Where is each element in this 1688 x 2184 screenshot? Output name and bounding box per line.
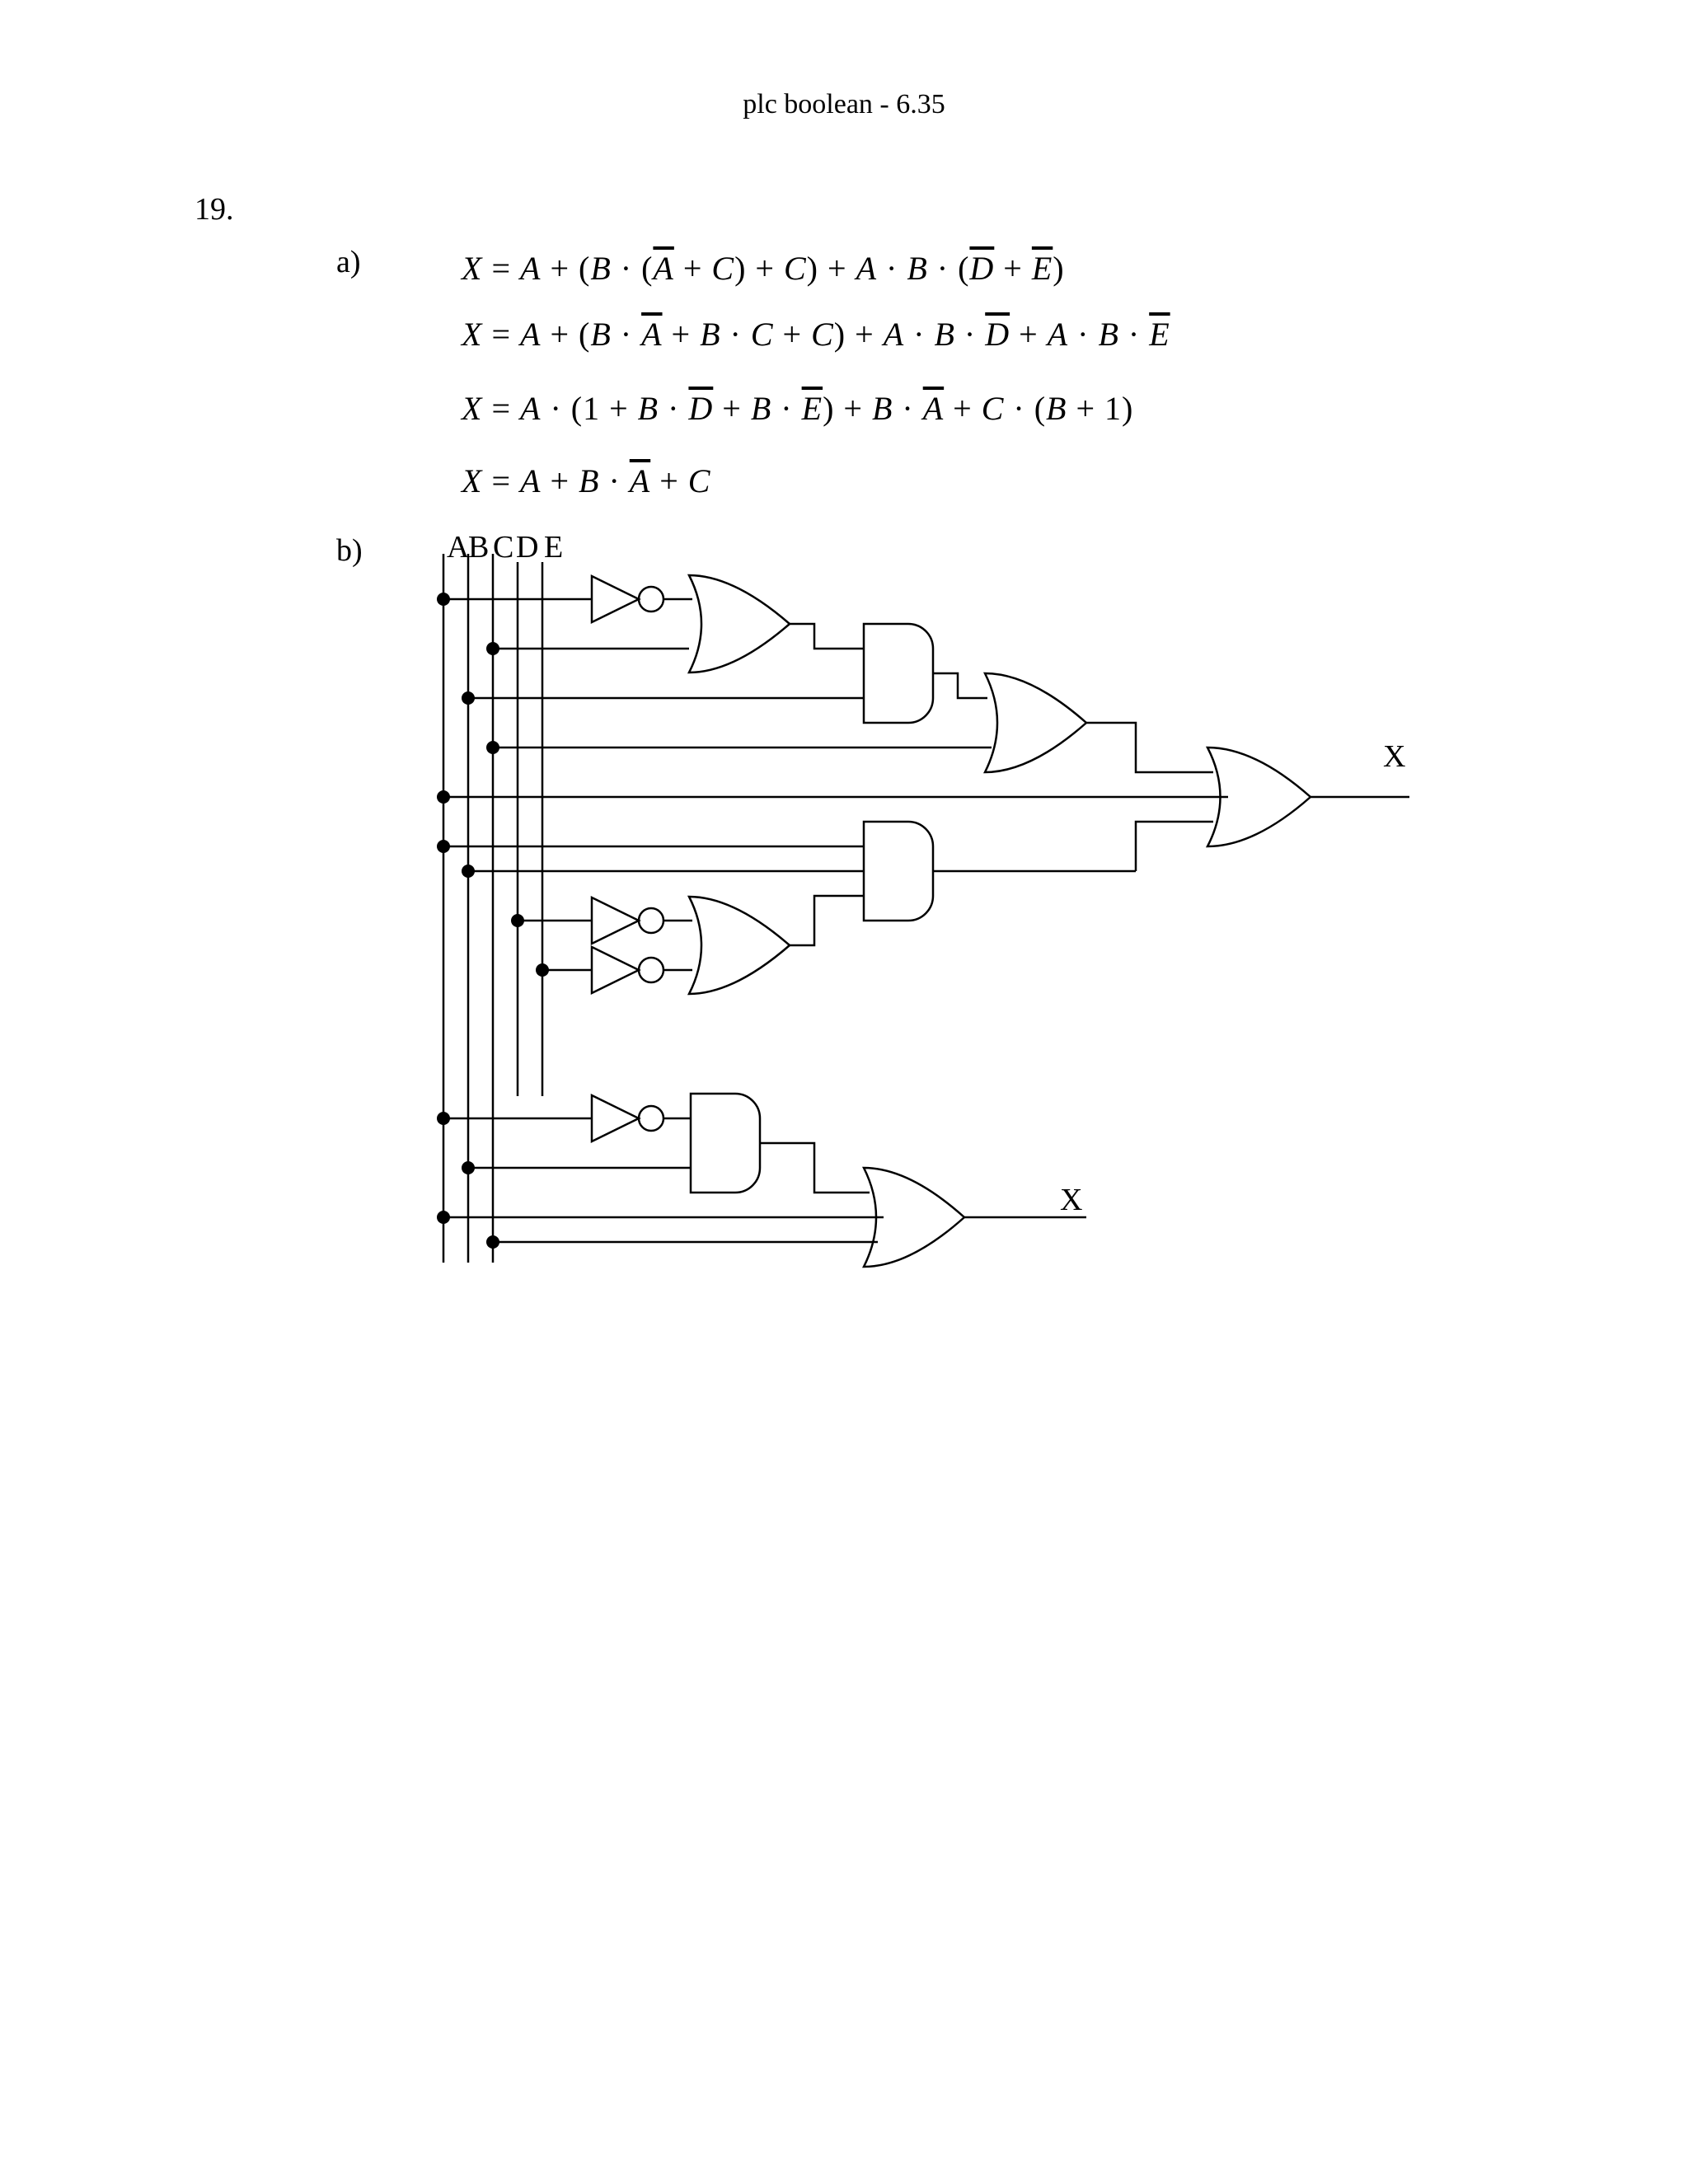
input-label-e: E (544, 530, 564, 565)
equation-1: $X = A + (B \cdot (\overline{A} + C) + C) + A \cdot B \cdot (\overline{D} + \overline{E})$ (462, 250, 1065, 287)
overbar-a: $\overline{A}$ (641, 316, 663, 353)
input-bus-top (443, 554, 542, 1263)
overbar-e: $\overline{E}$ (1031, 250, 1053, 287)
output-label-bottom: X (1060, 1183, 1083, 1217)
equation-3: $X = A \cdot (1 + B \cdot \overline{D} + B \cdot \overline{E}) + B \cdot \overline{A} + C \cdot (B + 1)$ (462, 390, 1134, 427)
or-gate-2 (493, 673, 1213, 772)
input-label-c: C (493, 530, 514, 565)
overbar-d: $\overline{D}$ (688, 390, 714, 427)
part-b-label: b) (336, 533, 363, 568)
equation-2: $X = A + (B \cdot \overline{A} + B \cdot C + C) + A \cdot B \cdot \overline{D} + A \cdot B \cdot \overline{E}$ (462, 316, 1170, 353)
overbar-d: $\overline{D}$ (969, 250, 995, 287)
or-gate-1 (493, 575, 864, 673)
overbar-a: $\overline{A}$ (653, 250, 674, 287)
equation-4: $X = A + B \cdot \overline{A} + C$ (462, 462, 711, 499)
output-label-top: X (1383, 739, 1406, 774)
page-header: plc boolean - 6.35 (743, 89, 945, 120)
overbar-e: $\overline{E}$ (1149, 316, 1170, 353)
not-gate-a (443, 576, 692, 622)
input-label-d: D (516, 530, 539, 565)
or-gate-final-top (443, 748, 1409, 871)
input-label-a: A (447, 530, 470, 565)
overbar-a: $\overline{A}$ (629, 462, 651, 499)
overbar-e: $\overline{E}$ (801, 390, 823, 427)
overbar-d: $\overline{D}$ (985, 316, 1010, 353)
not-gate-e (542, 947, 692, 993)
input-label-b: B (468, 530, 490, 565)
or-gate-3 (689, 897, 790, 994)
and-gate-1 (468, 624, 987, 723)
not-gate-d (518, 898, 692, 944)
or-gate-simplified (443, 1168, 1086, 1267)
part-a-label: a) (336, 245, 361, 279)
and-gate-2 (443, 822, 1136, 945)
not-gate-a-simplified (443, 1095, 691, 1141)
question-number: 19. (195, 192, 234, 227)
and-gate-simplified (468, 1094, 870, 1193)
overbar-a: $\overline{A}$ (922, 390, 945, 427)
